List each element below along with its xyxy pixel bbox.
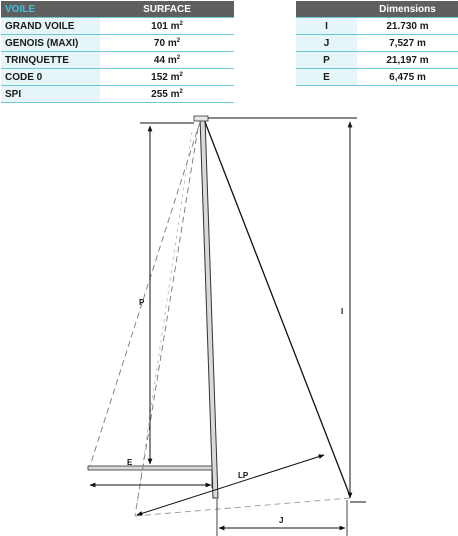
sail-surface: 44 $m^2$ (100, 52, 234, 69)
lp-label: LP (238, 471, 249, 480)
p-label: P (139, 298, 145, 307)
boom (88, 466, 212, 470)
dimension-value: 6,475 m (357, 69, 458, 86)
dimension-key: I (296, 18, 357, 35)
mast (200, 118, 218, 498)
dimension-key: P (296, 52, 357, 69)
headsail-foot-dashed-line (135, 498, 350, 516)
lp-vertex-dashed-line (135, 132, 192, 516)
dimension-key: E (296, 69, 357, 86)
sail-surface: 152 $m^2$ (100, 69, 234, 86)
sail-surface: 70 $m^2$ (100, 35, 234, 52)
sail-name: TRINQUETTE (1, 52, 100, 69)
header-dimensions: Dimensions (357, 1, 458, 18)
forestay (205, 122, 350, 496)
masthead (194, 116, 208, 121)
header-sail: VOILE (1, 1, 100, 18)
sail-name: GENOIS (MAXI) (1, 35, 100, 52)
j-label: J (279, 516, 284, 525)
sail-name: SPI (1, 86, 100, 103)
dimension-value: 7,527 m (357, 35, 458, 52)
leech-dashed-line (90, 122, 200, 466)
dimension-value: 21,197 m (357, 52, 458, 69)
dimension-key: J (296, 35, 357, 52)
i-label: I (341, 307, 344, 316)
sail-name: GRAND VOILE (1, 18, 100, 35)
sail-surface: 255 $m^2$ (100, 86, 234, 103)
sail-name: CODE 0 (1, 69, 100, 86)
dimension-value: 21.730 m (357, 18, 458, 35)
e-label: E (127, 458, 133, 467)
header-surface: SURFACE (100, 1, 234, 18)
headsail-luff-dashed-line (135, 128, 198, 516)
sail-surface: 101 $m^2$ (100, 18, 234, 35)
